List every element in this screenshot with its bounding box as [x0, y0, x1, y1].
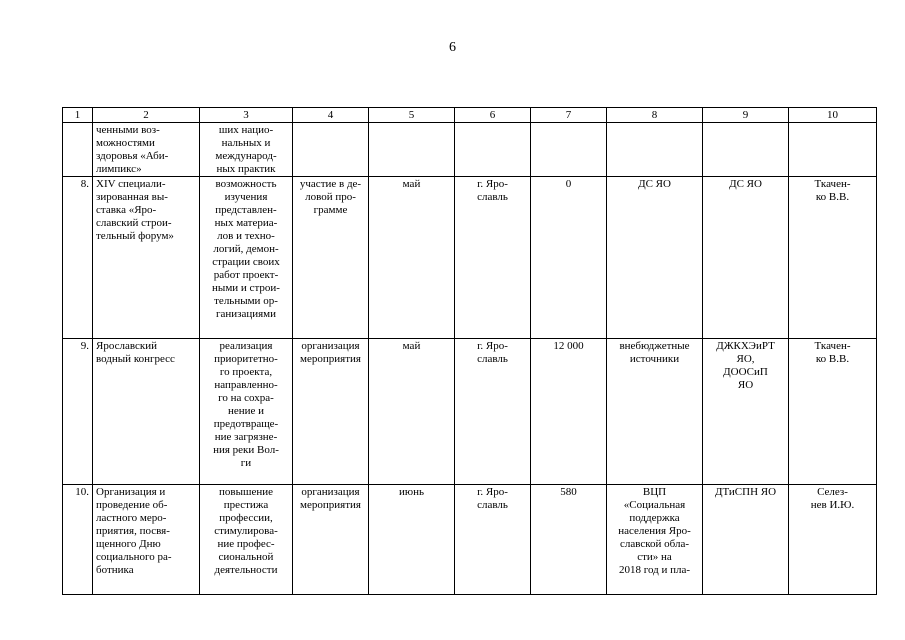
cell-line: стимулирова-	[214, 525, 278, 537]
cell-line: возможность	[215, 178, 277, 190]
cell-purpose	[200, 123, 293, 177]
cell-line: ДООСиП	[723, 366, 768, 378]
cell-line: грамме	[313, 204, 348, 216]
cell-line: страции своих	[212, 256, 280, 268]
cell-location	[455, 177, 531, 339]
cell-line: 10.	[75, 486, 89, 498]
cell-line: сти» на	[637, 551, 672, 563]
header-cell: 5	[369, 108, 455, 123]
cell-line: г. Яро-	[477, 340, 508, 352]
cell-line: реализация	[219, 340, 273, 352]
cell-funding-source	[607, 485, 703, 595]
header-cell: 1	[63, 108, 93, 123]
cell-participation-form	[293, 177, 369, 339]
cell-line: ных материа-	[214, 217, 278, 229]
cell-number	[63, 123, 93, 177]
cell-purpose	[200, 177, 293, 339]
cell-line: проведение об-	[96, 499, 168, 511]
cell-line: г. Яро-	[477, 486, 508, 498]
cell-line: ния реки Вол-	[213, 444, 279, 456]
header-row	[63, 108, 877, 123]
cell-line: направленно-	[214, 379, 278, 391]
cell-location	[455, 485, 531, 595]
cell-line: социального ра-	[96, 551, 172, 563]
header-cell: 3	[200, 108, 293, 123]
cell-responsible-person	[789, 339, 877, 485]
cell-date	[369, 123, 455, 177]
cell-location	[455, 339, 531, 485]
cell-line: 580	[560, 486, 577, 498]
cell-line: предотвраще-	[213, 418, 279, 430]
header-cell: 4	[293, 108, 369, 123]
cell-line: июнь	[398, 486, 424, 498]
cell-event-name	[93, 177, 200, 339]
cell-line: г. Яро-	[477, 178, 508, 190]
cell-line: ших нацио-	[218, 124, 274, 136]
cell-line: престижа	[223, 499, 269, 511]
cell-line: лимпикс»	[96, 163, 142, 175]
cell-line: 2018 год и пла-	[618, 564, 691, 576]
header-cell: 7	[531, 108, 607, 123]
cell-responsible-person	[789, 485, 877, 595]
cell-line: щенного Дню	[96, 538, 161, 550]
cell-line: Ткачен-	[814, 340, 851, 352]
cell-line: деятельности	[214, 564, 278, 576]
cell-date	[369, 177, 455, 339]
cell-funding-source	[607, 177, 703, 339]
table-row	[63, 177, 877, 339]
cell-line: приоритетно-	[214, 353, 278, 365]
cell-line: ганизациями	[215, 308, 277, 320]
cell-line: ЯО,	[736, 353, 755, 365]
cell-line: славль	[477, 191, 508, 203]
cell-line: славский строи-	[96, 217, 172, 229]
cell-line: сиональной	[218, 551, 274, 563]
header-cell: 10	[789, 108, 877, 123]
cell-line: мероприятия	[300, 353, 361, 365]
cell-line: ВЦП	[642, 486, 667, 498]
cell-line: ластного меро-	[96, 512, 167, 524]
cell-line: внебюджетные	[619, 340, 690, 352]
cell-number	[63, 339, 93, 485]
cell-line: май	[402, 340, 421, 352]
events-table	[62, 107, 877, 595]
header-cell: 9	[703, 108, 789, 123]
header-cell: 2	[93, 108, 200, 123]
cell-line: ченными воз-	[96, 124, 160, 136]
cell-funding-amount	[531, 339, 607, 485]
table-row	[63, 339, 877, 485]
cell-line: можностями	[96, 137, 155, 149]
cell-participation-form	[293, 485, 369, 595]
cell-number	[63, 177, 93, 339]
cell-line: славской обла-	[619, 538, 690, 550]
cell-funding-source	[607, 123, 703, 177]
cell-responsible-dept	[703, 339, 789, 485]
cell-line: поддержка	[629, 512, 680, 524]
cell-line: ДТиСПН ЯО	[714, 486, 777, 498]
cell-event-name	[93, 123, 200, 177]
cell-line: славль	[477, 353, 508, 365]
cell-line: мероприятия	[300, 499, 361, 511]
cell-funding-source	[607, 339, 703, 485]
page-number: 6	[449, 40, 456, 55]
cell-line: ги	[240, 457, 252, 469]
cell-purpose	[200, 485, 293, 595]
cell-line: работ проект-	[213, 269, 279, 281]
cell-line: тельными ор-	[214, 295, 278, 307]
cell-line: нение и	[227, 405, 265, 417]
cell-line: приятия, посвя-	[96, 525, 170, 537]
cell-line: Ярославский	[96, 340, 157, 352]
cell-funding-amount	[531, 123, 607, 177]
cell-line: лов и техно-	[217, 230, 275, 242]
cell-date	[369, 339, 455, 485]
cell-line: 8.	[80, 178, 89, 190]
cell-line: го на сохра-	[218, 392, 274, 404]
cell-line: населения Яро-	[618, 525, 691, 537]
cell-line: «Социальная	[623, 499, 686, 511]
cell-line: ными и строи-	[212, 282, 280, 294]
cell-line: 12 000	[553, 340, 584, 352]
cell-event-name	[93, 339, 200, 485]
cell-date	[369, 485, 455, 595]
cell-responsible-person	[789, 123, 877, 177]
cell-line: май	[402, 178, 421, 190]
cell-line: здоровья «Аби-	[96, 150, 169, 162]
header-cell: 6	[455, 108, 531, 123]
table-row	[63, 485, 877, 595]
cell-line: нев И.Ю.	[810, 499, 855, 511]
cell-line: ных практик	[216, 163, 276, 175]
cell-line: тельный форум»	[96, 230, 174, 242]
cell-line: славль	[477, 499, 508, 511]
cell-line: 9.	[80, 340, 89, 352]
cell-line: изучения	[224, 191, 268, 203]
cell-line: ДС ЯО	[638, 178, 671, 190]
cell-purpose	[200, 339, 293, 485]
table-row	[63, 123, 877, 177]
cell-line: нальных и	[221, 137, 271, 149]
cell-line: ботника	[96, 564, 134, 576]
cell-line: источники	[629, 353, 680, 365]
header-cell: 8	[607, 108, 703, 123]
cell-line: ко В.В.	[815, 353, 850, 365]
cell-responsible-dept	[703, 123, 789, 177]
cell-line: водный конгресс	[96, 353, 175, 365]
cell-line: ние профес-	[217, 538, 275, 550]
cell-number	[63, 485, 93, 595]
cell-line: международ-	[215, 150, 277, 162]
cell-line: Селез-	[817, 486, 848, 498]
cell-responsible-dept	[703, 177, 789, 339]
cell-location	[455, 123, 531, 177]
cell-line: представлен-	[215, 204, 277, 216]
cell-line: профессии,	[219, 512, 273, 524]
cell-funding-amount	[531, 485, 607, 595]
cell-line: повышение	[219, 486, 273, 498]
cell-funding-amount	[531, 177, 607, 339]
cell-line: участие в де-	[299, 178, 362, 190]
cell-line: ние загрязне-	[214, 431, 278, 443]
cell-line: Организация и	[96, 486, 166, 498]
cell-participation-form	[293, 123, 369, 177]
cell-line: 0	[565, 178, 572, 190]
cell-responsible-person	[789, 177, 877, 339]
cell-line: ловой про-	[305, 191, 356, 203]
cell-line: XIV специали-	[96, 178, 166, 190]
cell-participation-form	[293, 339, 369, 485]
cell-line: логий, демон-	[213, 243, 279, 255]
cell-event-name	[93, 485, 200, 595]
cell-line: Ткачен-	[814, 178, 851, 190]
cell-line: организация	[301, 486, 360, 498]
cell-line: зированная вы-	[96, 191, 168, 203]
cell-line: ставка «Яро-	[96, 204, 157, 216]
cell-line: ДС ЯО	[729, 178, 762, 190]
cell-line: ДЖКХЭиРТ	[716, 340, 775, 352]
cell-line: ЯО	[737, 379, 754, 391]
cell-responsible-dept	[703, 485, 789, 595]
cell-line: организация	[301, 340, 360, 352]
cell-line: го проекта,	[219, 366, 273, 378]
cell-line: ко В.В.	[815, 191, 850, 203]
